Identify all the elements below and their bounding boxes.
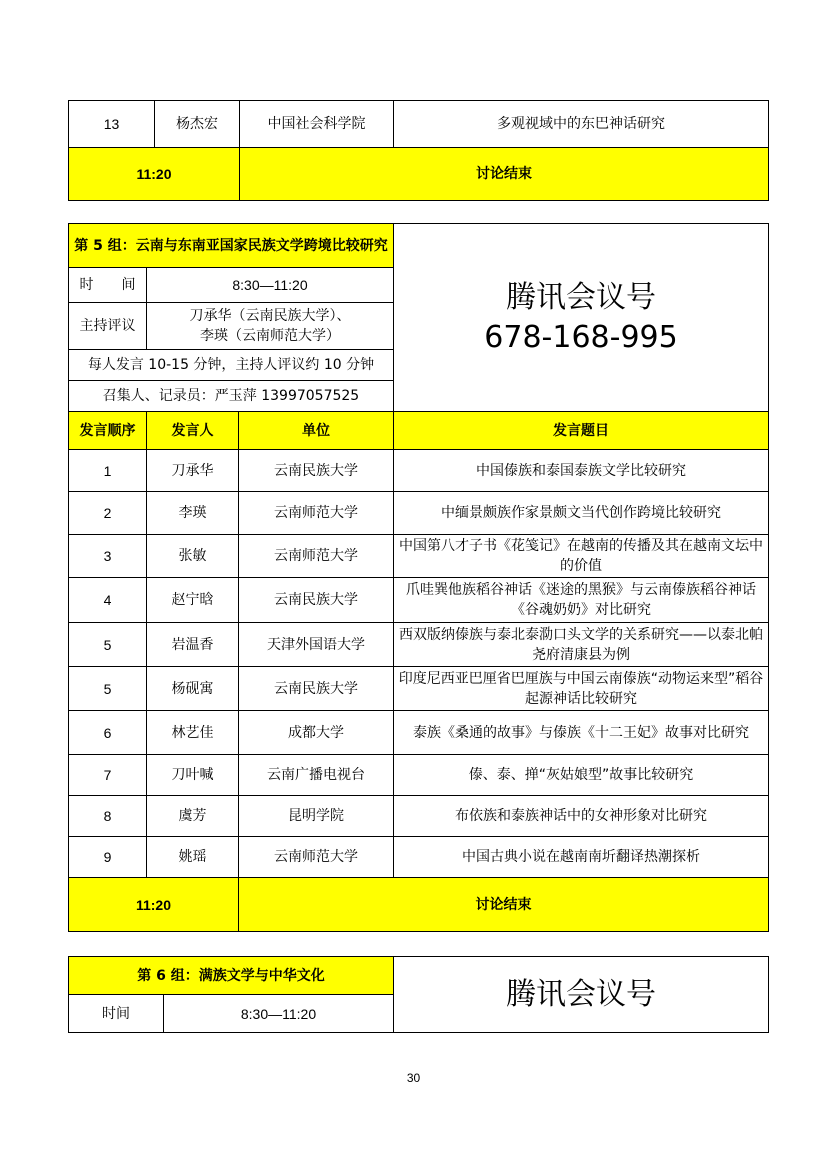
time-label: 时 间 (69, 268, 147, 303)
end-label-cell: 讨论结束 (239, 878, 769, 932)
speaker-cell: 刀承华 (147, 450, 239, 492)
group-title: 第 6 组：满族文学与中华文化 (69, 957, 394, 995)
unit-cell: 成都大学 (239, 711, 394, 755)
table-row (69, 711, 769, 755)
convener-text: 召集人、记录员：严玉萍 13997057525 (69, 381, 394, 412)
group6-table (68, 956, 769, 1033)
table-row (69, 623, 769, 667)
table-row (69, 578, 769, 623)
unit-cell: 天津外国语大学 (239, 623, 394, 667)
speaker-cell: 张敏 (147, 535, 239, 578)
header-order: 发言顺序 (69, 412, 147, 450)
table-row (69, 755, 769, 796)
speaker-cell: 岩温香 (147, 623, 239, 667)
page-number: 30 (406, 1071, 421, 1085)
table-row (69, 796, 769, 837)
order-cell: 9 (69, 837, 147, 878)
topic-cell: 傣、泰、掸“灰姑娘型”故事比较研究 (394, 755, 769, 796)
header-topic: 发言题目 (394, 412, 769, 450)
meeting-label: 腾讯会议号 (506, 279, 656, 315)
topic-cell: 泰族《桑通的故事》与傣族《十二王妃》故事对比研究 (394, 711, 769, 755)
speaker-cell: 虞芳 (147, 796, 239, 837)
order-cell: 7 (69, 755, 147, 796)
time-value: 8:30—11:20 (147, 268, 394, 303)
order-cell: 3 (69, 535, 147, 578)
host-line-2: 李瑛（云南师范大学） (200, 328, 340, 344)
speaker-cell: 李瑛 (147, 492, 239, 535)
end-time-cell: 11:20 (69, 148, 240, 201)
time-value: 8:30—11:20 (164, 995, 394, 1033)
group5-table (68, 223, 769, 932)
table-row (69, 450, 769, 492)
topic-cell: 西双版纳傣族与泰北泰泐口头文学的关系研究——以泰北帕尧府清康县为例 (394, 623, 769, 667)
unit-cell: 云南师范大学 (239, 837, 394, 878)
topic-cell: 中国古典小说在越南南圻翻译热潮探析 (394, 837, 769, 878)
end-row (69, 878, 769, 932)
time-label: 时间 (69, 995, 164, 1033)
unit-cell: 云南师范大学 (239, 492, 394, 535)
order-cell: 4 (69, 578, 147, 623)
table-row (69, 535, 769, 578)
unit-cell: 云南广播电视台 (239, 755, 394, 796)
speaker-cell: 姚瑶 (147, 837, 239, 878)
host-label: 主持评议 (69, 303, 147, 350)
end-time-cell: 11:20 (69, 878, 239, 932)
speaker-cell: 杨杰宏 (155, 101, 240, 148)
topic-cell: 中国傣族和泰国泰族文学比较研究 (394, 450, 769, 492)
topic-cell: 印度尼西亚巴厘省巴厘族与中国云南傣族“动物运来型”稻谷起源神话比较研究 (394, 667, 769, 711)
header-row (69, 412, 769, 450)
meeting-id: 678-168-995 (484, 319, 678, 355)
host-value (147, 303, 394, 350)
order-cell: 5 (69, 667, 147, 711)
order-cell: 1 (69, 450, 147, 492)
table-row (69, 837, 769, 878)
end-row (69, 148, 769, 201)
speaker-cell: 刀叶喊 (147, 755, 239, 796)
table-row (69, 492, 769, 535)
order-cell: 6 (69, 711, 147, 755)
order-cell: 8 (69, 796, 147, 837)
unit-cell: 昆明学院 (239, 796, 394, 837)
speaker-cell: 赵宁晗 (147, 578, 239, 623)
topic-cell: 布依族和泰族神话中的女神形象对比研究 (394, 796, 769, 837)
group-title: 第 5 组：云南与东南亚国家民族文学跨境比较研究 (69, 224, 394, 268)
previous-group-table (68, 100, 769, 201)
topic-cell: 中缅景颇族作家景颇文当代创作跨境比较研究 (394, 492, 769, 535)
unit-cell: 云南师范大学 (239, 535, 394, 578)
host-line-1: 刀承华（云南民族大学）、 (189, 308, 351, 324)
table-row (69, 101, 769, 148)
end-label-cell: 讨论结束 (240, 148, 769, 201)
topic-cell: 爪哇巽他族稻谷神话《迷途的黑猴》与云南傣族稻谷神话《谷魂奶奶》对比研究 (394, 578, 769, 623)
header-unit: 单位 (239, 412, 394, 450)
meeting-info (394, 224, 769, 412)
topic-cell: 多观视域中的东巴神话研究 (394, 101, 769, 148)
rule-text: 每人发言 10-15 分钟，主持人评议约 10 分钟 (69, 350, 394, 381)
order-cell: 5 (69, 623, 147, 667)
speaker-cell: 林艺佳 (147, 711, 239, 755)
unit-cell: 云南民族大学 (239, 450, 394, 492)
table-row (69, 667, 769, 711)
order-cell: 2 (69, 492, 147, 535)
header-speaker: 发言人 (147, 412, 239, 450)
meeting-label: 腾讯会议号 (506, 976, 656, 1012)
order-cell: 13 (69, 101, 155, 148)
speaker-cell: 杨砚寓 (147, 667, 239, 711)
unit-cell: 云南民族大学 (239, 578, 394, 623)
unit-cell: 云南民族大学 (239, 667, 394, 711)
unit-cell: 中国社会科学院 (240, 101, 394, 148)
topic-cell: 中国第八才子书《花笺记》在越南的传播及其在越南文坛中的价值 (394, 535, 769, 578)
meeting-info (394, 957, 769, 1033)
